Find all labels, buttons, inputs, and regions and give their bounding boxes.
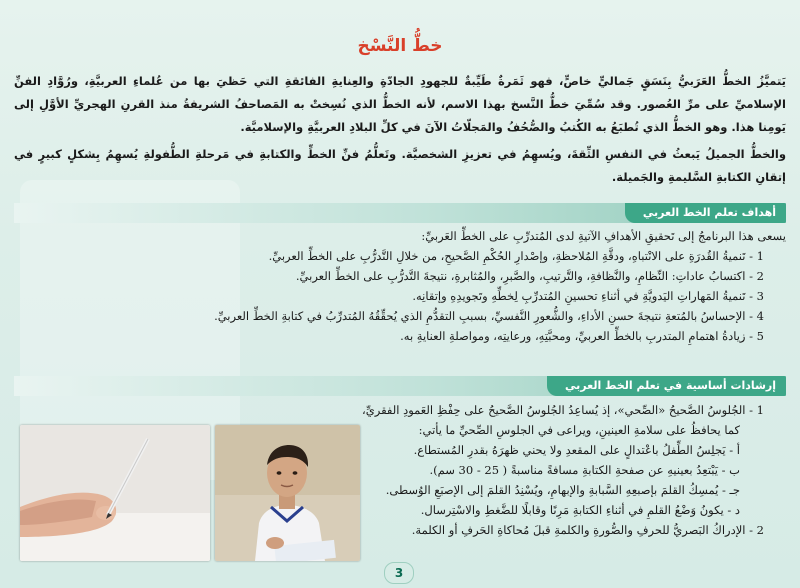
list-item: 1 - الجُلوسُ الصَّحيحُ «الصِّحي»، إذ يُساعِدُ الجُلوسُ الصَّحيحُ على حِفْظِ العَمودِ الفقريِّ، [362, 403, 764, 417]
goals-lead: يسعى هذا البرنامجُ إلى تَحقيقِ الأهدافِ الآتيةِ لدى المُتدرِّبِ على الخطِّ العَربيِّ: [421, 229, 786, 243]
list-item: 5 - زيادةُ اهتمامِ المتدربِ بالخطِّ العربيِّ، ومحبَّتِهِ، ورعايتِه، ومواصلةِ العنايةِ به. [400, 329, 764, 343]
list-item: ب - يَبْتعِدُ بعينيهِ عن صفحةِ الكتابةِ مسافةً مناسبةً ( 25 - 30 سم). [429, 463, 740, 477]
list-item: 3 - تَنميةُ المَهاراتِ اليَدويَّةِ في أثناءِ تحسينِ المُتدرِّبِ لِخطِّهِ وتَجويدِهِ وإتقانِه. [412, 289, 764, 303]
page-number: 3 [384, 562, 414, 584]
section-title: إرشادات أساسية في تعلم الخط العربي [547, 376, 786, 396]
list-item: 2 - اكتسابُ عاداتِ: النِّظامِ، والنَّظافةِ، والتَّرتيبِ، والصَّبرِ، والمُثابرةِ، نتيجةَ التَّدرُّبِ على الخطِّ العربيِّ. [295, 269, 764, 283]
goals-list [6, 226, 786, 346]
page-title: خطُّ النَّسْخ [357, 36, 443, 56]
hand-writing-photo [20, 425, 210, 561]
intro-paragraph-1: يَتميَّزُ الخطُّ العَرَبيُّ بِنَسَقٍ جَماليٍّ خاصٍّ، فهو ثَمَرةٌ طَيِّبةٌ للجهودِ الجادّةِ والعِنايةِ الفائقةِ التي حَظيَ بها من عُلماءِ العربيَّةِ، ورُوَّادِ الفنِّ الإسلاميِّ على مرِّ العُصور. وقد سُمِّيَ خطُّ النَّسخ بهذا الاسم، لأنه الخطُّ الذي نُسِختْ به المَصاحفُ الشريفةُ منذ القرنِ الهجريِّ الأوَّلِ إلى يَومِنا هذا. وهو الخطُّ الذي تُطبَعُ به الكُتبُ والصُّحُفُ والمَجلّاتُ الآنَ في كلِّ البلادِ العربيَّةِ والإسلاميَّة. [14, 74, 786, 134]
guidelines-list [362, 400, 786, 540]
list-item: 4 - الإحساسُ بالمُتعةِ نتيجةَ حسنِ الأداءِ، والشُّعورِ النَّفسيِّ، بسببِ التقدُّمِ الذي يُحقِّقُهُ المُتدرِّبُ في كتابةِ الخطِّ العربيِّ. [214, 309, 764, 323]
section-header-goals [14, 203, 786, 223]
list-item: جـ - يُمسِكُ القلمَ بإصبعِهِ السَّبابةِ والإبهامِ، ويُسْنِدُ القلمَ إلى الإصبَعِ الوُسطى. [385, 483, 740, 497]
section-title: أهداف تعلم الخط العربي [625, 203, 786, 223]
intro-paragraph-2: والخطُّ الجميلُ يَبعثُ في النفسِ الثِّقةَ، ويُسهِمُ في تعزيزِ الشخصيَّة. وتَعلُّمُ فنِّ الخطِّ والكتابةِ في مَرحلةِ الطُّفولةِ يُسهِمُ بِشكلٍ كبيرٍ في إتقانِ الكتابةِ السَّليمةِ والجَميلة. [14, 147, 786, 184]
list-item: كما يحافظُ على سلامةِ العينينِ، ويراعى في الجلوسِ الصِّحيِّ ما يأتي: [418, 423, 740, 437]
list-item: أ - يَجلِسُ الطِّفلُ باعْتدالٍ على المقعدِ ولا يحني ظهرَهُ بقدرِ المُستطاع. [413, 443, 740, 457]
list-item: 2 - الإدراكُ البَصريُّ للحرفِ والصُّورةِ والكلمةِ قبلَ مُحاكاةِ الحَرفِ أو الكلمة. [411, 523, 764, 537]
section-header-guidelines [14, 376, 786, 396]
list-item: 1 - تَنميةُ القُدرَةِ على الانْتباهِ، ودقَّةِ المُلاحظةِ، وإصْدارِ الحُكْمِ الصَّحيحِ، من خلالِ التَّدرُّبِ على الخطِّ العربيِّ. [268, 249, 764, 263]
list-item: د - يكونُ وَضْعُ القلمِ في أثناءِ الكتابةِ مَرِنًا وقابلًا للضَّغطِ والاسْتِرسال. [420, 503, 740, 517]
boy-writing-photo [215, 425, 360, 561]
